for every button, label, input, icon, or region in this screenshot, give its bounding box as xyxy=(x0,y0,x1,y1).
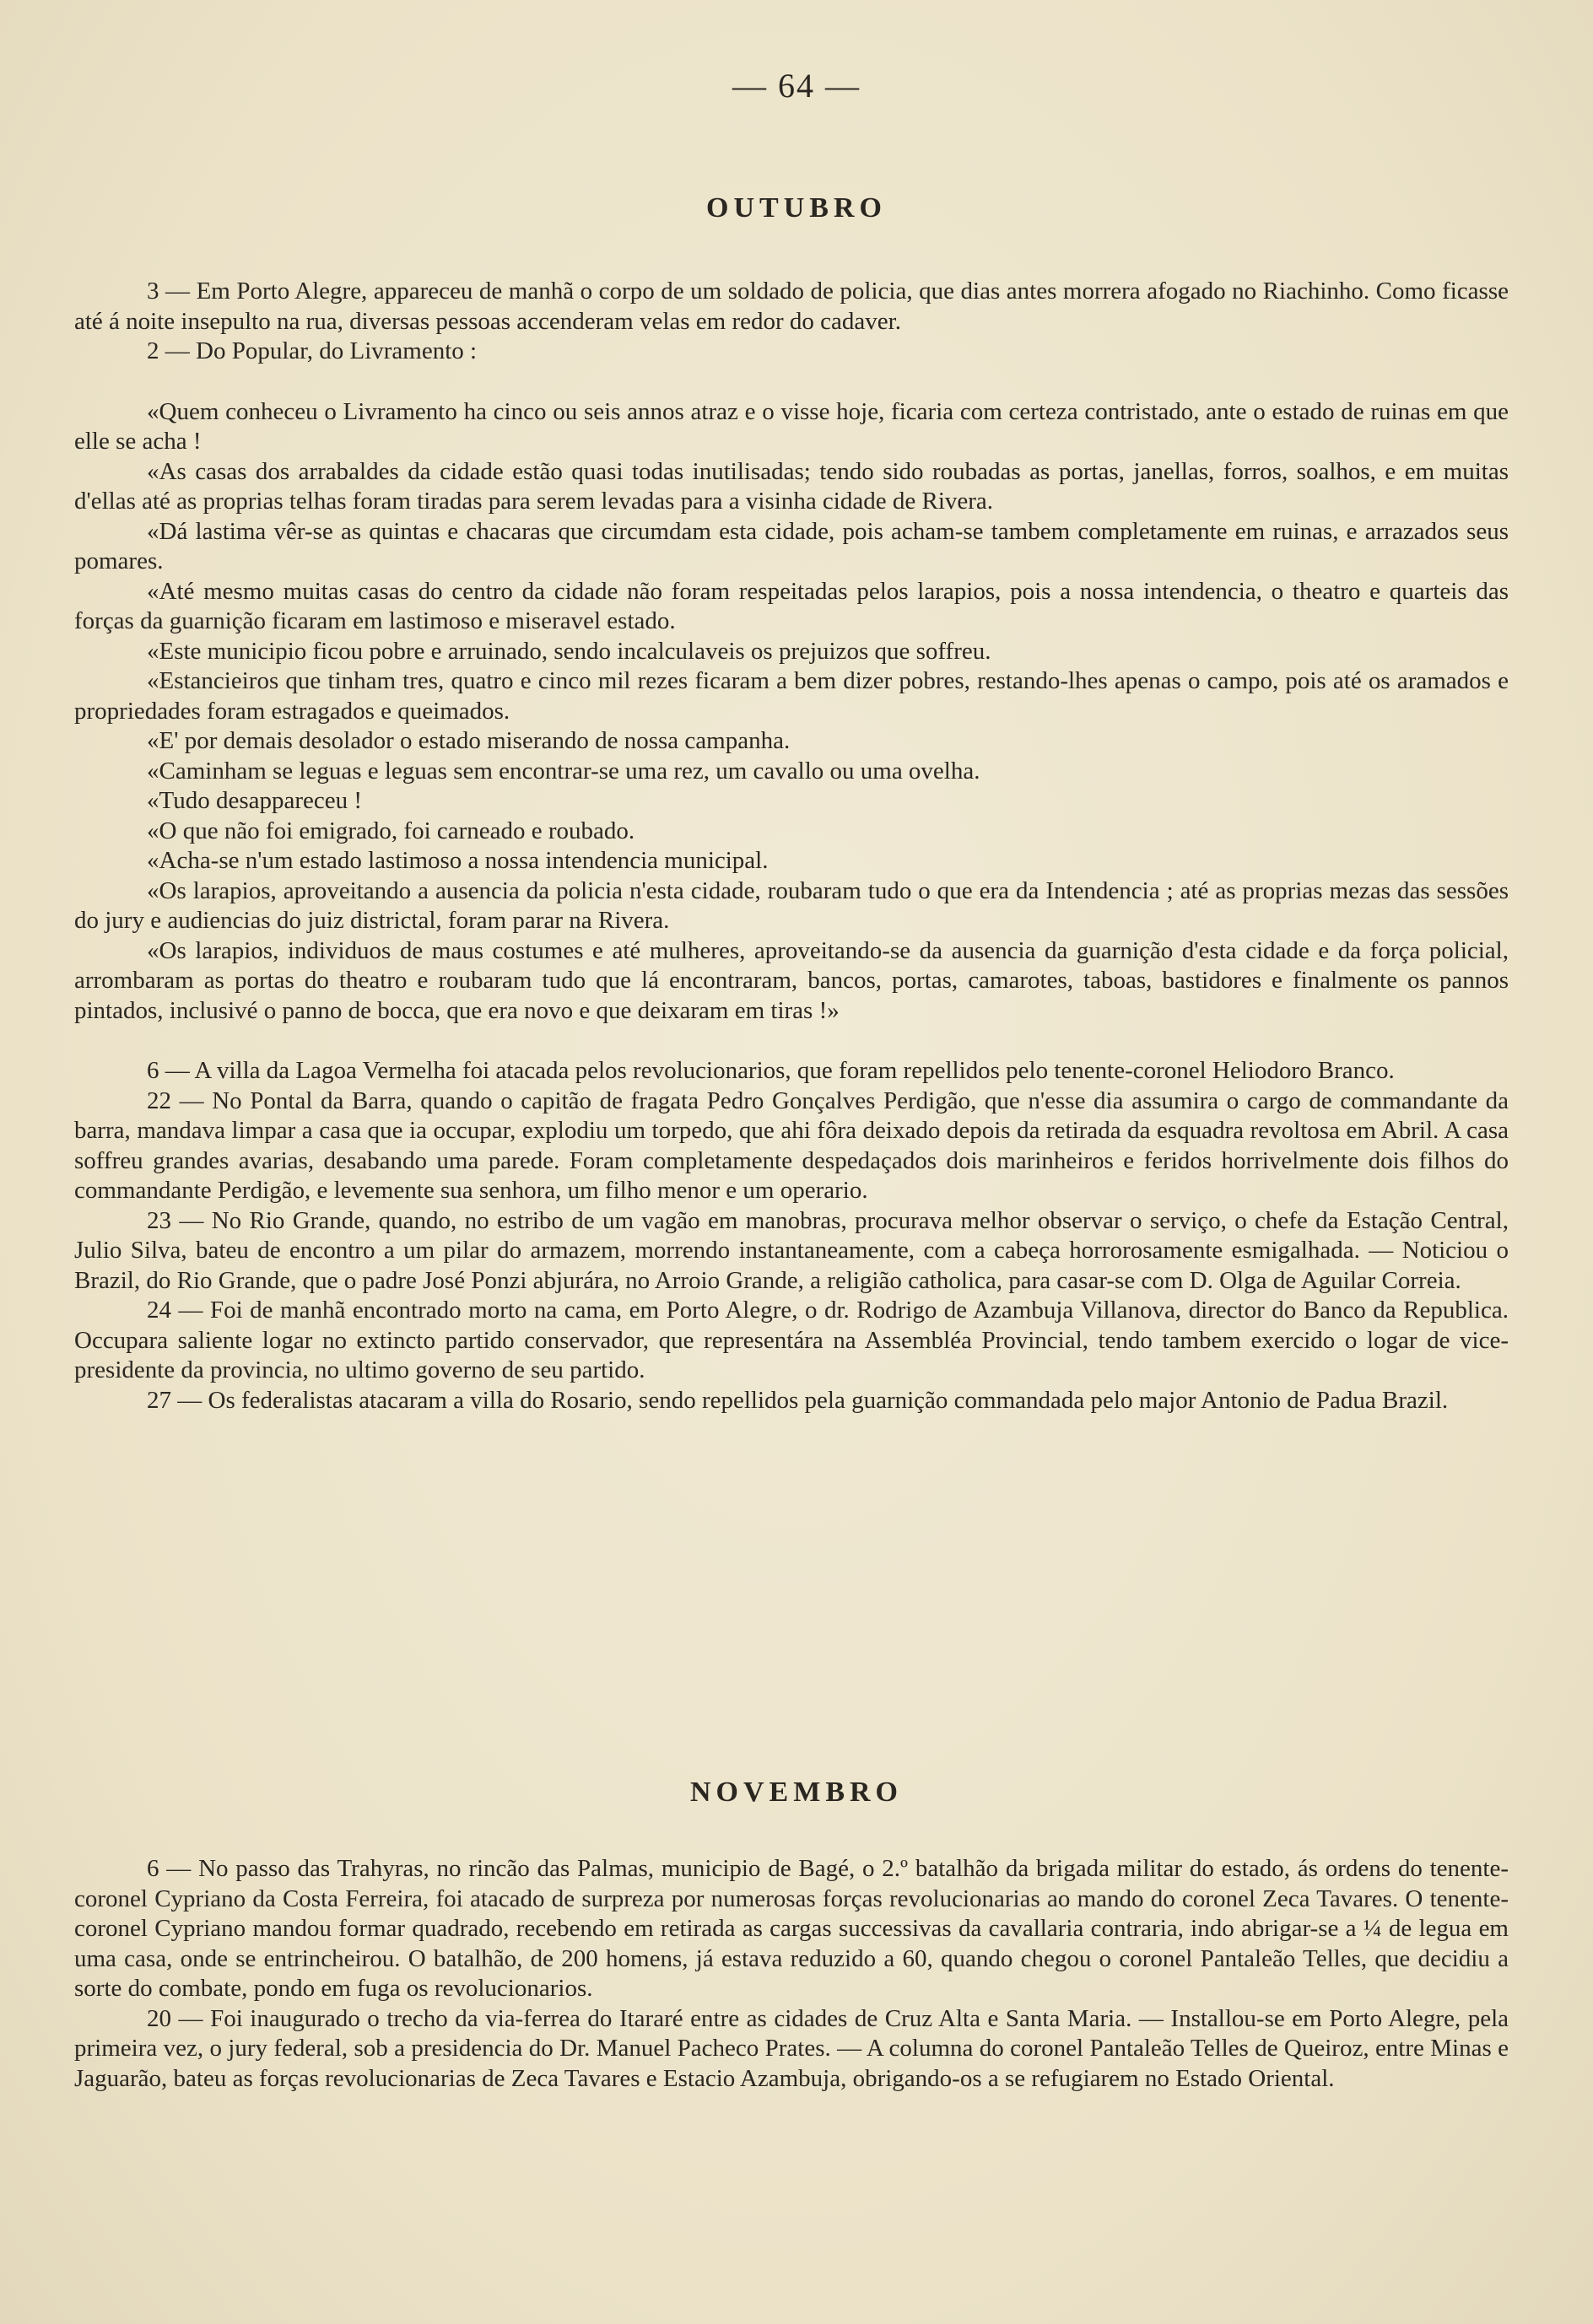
page-number: — 64 — xyxy=(732,67,861,105)
paragraph: 6 — A villa da Lagoa Vermelha foi atacada pelos revolucionarios, que foram repellidos pelo tenente-coronel Heliodoro Branco. xyxy=(147,1057,1395,1084)
paragraph: 20 — Foi inaugurado o trecho da via-ferrea do Itararé entre as cidades de Cruz Alta e Santa Maria. — Installou-se em Porto Alegre, pela primeira vez, o jury federal, sob a presidencia do Dr. Manuel Pacheco Prates. — A columna do coronel Pantaleão Telles de Queiroz, entre Minas e Jaguarão, bateu as forças revolucionarias de Zeca Tavares e Estacio Azambuja, obrigando-os a se refugiarem no Estado Oriental. xyxy=(74,2004,1509,2092)
paragraph: «Estancieiros que tinham tres, quatro e cinco mil rezes ficaram a bem dizer pobres, restando-lhes apenas o campo, pois até os aramados e propriedades foram estragados e queimados. xyxy=(74,667,1509,725)
paragraph: «Este municipio ficou pobre e arruinado, sendo incalculaveis os prejuizos que soffreu. xyxy=(147,637,991,665)
paragraph: 23 — No Rio Grande, quando, no estribo de um vagão em manobras, procurava melhor observar o serviço, o chefe da Estação Central, Julio Silva, bateu de encontro a um pilar do armazem, morrendo instantaneamente, com a cabeça horrorosamente esmigalhada. — Noticiou o Brazil, do Rio Grande, que o padre José Ponzi abjurára, no Arroio Grande, a religião catholica, para casar-se com D. Olga de Aguilar Correia. xyxy=(74,1206,1509,1294)
paragraph: «Tudo desappareceu ! xyxy=(147,787,363,814)
section-body-outubro xyxy=(74,277,1509,1415)
paragraph: «E' por demais desolador o estado miserando de nossa campanha. xyxy=(147,727,791,754)
paragraph: «Até mesmo muitas casas do centro da cidade não foram respeitadas pelos larapios, pois a nossa intendencia, o theatro e quarteis das forças da guarnição ficaram em lastimoso e miseravel estado. xyxy=(74,577,1509,634)
paragraph: «Os larapios, aproveitando a ausencia da policia n'esta cidade, roubaram tudo o que era da Intendencia ; até as proprias mezas das sessões do jury e audiencias do juiz districtal, foram parar na Rivera. xyxy=(74,876,1509,934)
paragraph: «Acha-se n'um estado lastimoso a nossa intendencia municipal. xyxy=(147,847,769,874)
paragraph: 2 — Do Popular, do Livramento : xyxy=(147,337,478,364)
paragraph: «O que não foi emigrado, foi carneado e roubado. xyxy=(147,817,635,844)
section-body-novembro xyxy=(74,1854,1509,2094)
paragraph: «Dá lastima vêr-se as quintas e chacaras que circumdam esta cidade, pois acham-se tambem completamente em ruinas, e arrazados seus pomares. xyxy=(74,517,1509,574)
paragraph: 6 — No passo das Trahyras, no rincão das Palmas, municipio de Bagé, o 2.º batalhão da brigada militar do estado, ás ordens do tenente-coronel Cypriano da Costa Ferreira, foi atacado de surpreza por numerosas forças revolucionarias ao mando do coronel Zeca Tavares. O tenente-coronel Cypriano mandou formar quadrado, recebendo em retirada as cargas successivas da cavallaria contraria, indo abrigar-se a ¼ de legua em uma casa, onde se entrincheirou. O batalhão, de 200 homens, já estava reduzido a 60, quando chegou o coronel Pantaleão Telles, que decidiu a sorte do combate, pondo em fuga os revolucionarios. xyxy=(74,1855,1509,2002)
paragraph: «As casas dos arrabaldes da cidade estão quasi todas inutilisadas; tendo sido roubadas as portas, janellas, forros, soalhos, e em muitas d'ellas até as proprias telhas foram tiradas para serem levadas para a visinha cidade de Rivera. xyxy=(74,457,1509,515)
section-heading-outubro: OUTUBRO xyxy=(706,192,887,224)
paragraph: «Os larapios, individuos de maus costumes e até mulheres, aproveitando-se da ausencia da guarnição d'esta cidade e da força policial, arrombaram as portas do theatro e roubaram tudo que lá encontraram, bancos, portas, camarotes, taboas, bastidores e finalmente os pannos pintados, inclusivé o panno de bocca, que era novo e que deixaram em tiras !» xyxy=(74,936,1509,1024)
paragraph: 27 — Os federalistas atacaram a villa do Rosario, sendo repellidos pela guarnição commandada pelo major Antonio de Padua Brazil. xyxy=(147,1386,1449,1414)
paragraph: 3 — Em Porto Alegre, appareceu de manhã o corpo de um soldado de policia, que dias antes morrera afogado no Riachinho. Como ficasse até á noite insepulto na rua, diversas pessoas accenderam velas em redor do cadaver. xyxy=(74,278,1509,335)
paragraph: 22 — No Pontal da Barra, quando o capitão de fragata Pedro Gonçalves Perdigão, que n'esse dia assumira o cargo de commandante da barra, mandava limpar a casa que ia occupar, explodiu um torpedo, que ahi fôra deixado depois da retirada da esquadra revoltosa em Abril. A casa soffreu grandes avarias, desabando uma parede. Foram completamente despedaçados dois marinheiros e feridos horrivelmente dois filhos do commandante Perdigão, e levemente sua senhora, um filho menor e um operario. xyxy=(74,1087,1509,1204)
paragraph: «Quem conheceu o Livramento ha cinco ou seis annos atraz e o visse hoje, ficaria com certeza contristado, ante o estado de ruinas em que elle se acha ! xyxy=(74,397,1509,455)
section-heading-novembro: NOVEMBRO xyxy=(690,1777,903,1808)
paragraph: 24 — Foi de manhã encontrado morto na cama, em Porto Alegre, o dr. Rodrigo de Azambuja Villanova, director do Banco da Republica. Occupara saliente logar no extincto partido conservador, que representára na Assembléa Provincial, tendo tambem exercido o logar de vice-presidente da provincia, no ultimo governo de seu partido. xyxy=(74,1297,1509,1383)
paragraph: «Caminham se leguas e leguas sem encontrar-se uma rez, um cavallo ou uma ovelha. xyxy=(147,757,980,785)
